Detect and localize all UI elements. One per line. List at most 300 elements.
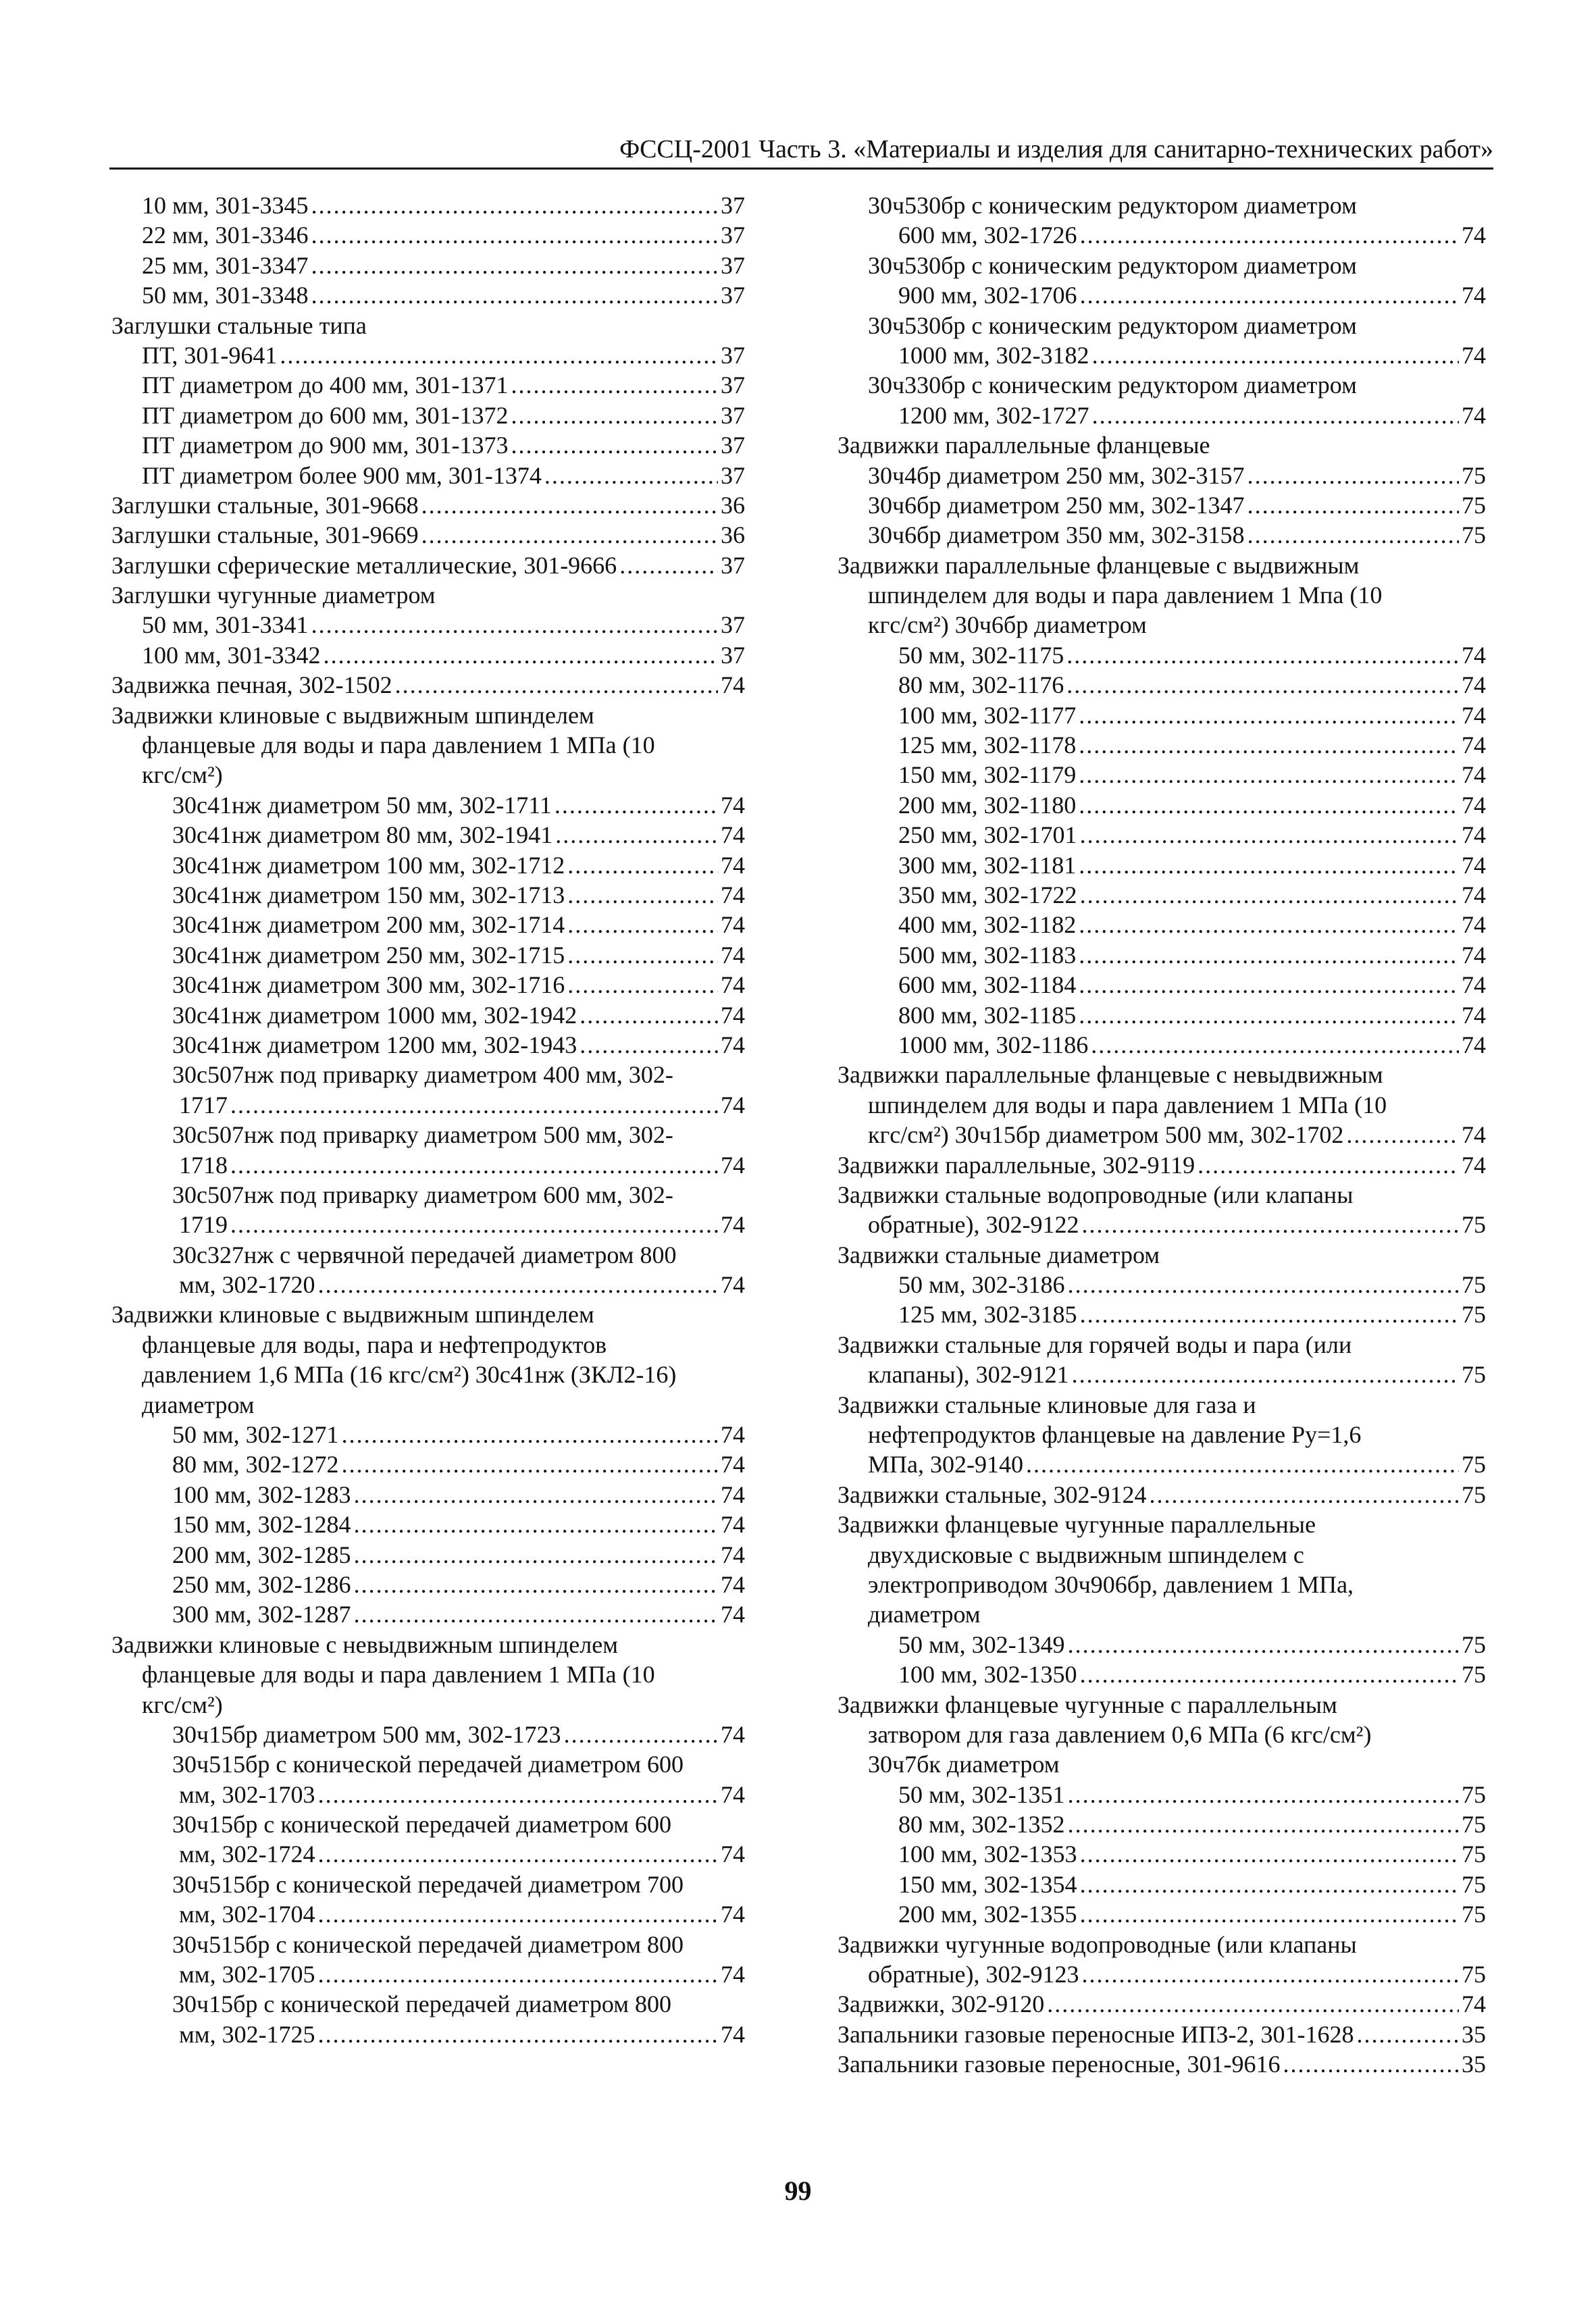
index-entry [111, 1420, 745, 1449]
index-entry [838, 340, 1486, 370]
dot-leader [1247, 490, 1459, 520]
index-entry-text: ПТ диаметром до 900 мм, 301-1373 [142, 432, 509, 459]
dot-leader [544, 461, 718, 490]
index-entry [838, 1330, 1486, 1360]
index-entry-text: 30с41нж диаметром 100 мм, 302-1712 [172, 851, 565, 879]
index-entry-text: Заглушки стальные типа [111, 311, 367, 339]
index-entry [111, 910, 745, 940]
index-entry-text: 50 мм, 302-1271 [172, 1421, 339, 1449]
index-entry-text: 30ч530бр с коническим редуктором диаметром [868, 311, 1357, 339]
index-entry-page: 74 [1462, 791, 1486, 819]
index-entry-page: 74 [1462, 1121, 1486, 1149]
index-entry [111, 1090, 745, 1120]
index-entry-page: 37 [721, 432, 745, 459]
dot-leader [354, 1510, 718, 1539]
index-entry-text: 100 мм, 302-1350 [898, 1661, 1077, 1689]
index-entry [111, 340, 745, 370]
index-entry-page: 37 [721, 401, 745, 429]
dot-leader [421, 490, 718, 520]
dot-leader [311, 610, 718, 640]
index-entry-text: 80 мм, 302-1272 [172, 1451, 339, 1479]
index-entry-page: 75 [1462, 1271, 1486, 1299]
dot-leader [567, 970, 718, 1000]
index-entry-text: кгс/см²) 30ч15бр диаметром 500 мм, 302-1702 [868, 1121, 1344, 1149]
index-entry-text: 30с41нж диаметром 250 мм, 302-1715 [172, 941, 565, 969]
index-entry-text: 30ч530бр с коническим редуктором диаметром [868, 192, 1357, 219]
index-entry-text: фланцевые для воды и пара давлением 1 МПа (10 [142, 731, 655, 759]
index-entry-text: 30ч515бр с конической передачей диаметром 700 [172, 1870, 684, 1898]
index-entry [111, 1480, 745, 1510]
index-entry-text: 150 мм, 302-1284 [172, 1511, 351, 1539]
index-entry-text: 30ч7бк диаметром [868, 1751, 1060, 1778]
index-entry-text: 30ч6бр диаметром 350 мм, 302-3158 [868, 521, 1245, 549]
index-entry-text: 600 мм, 302-1726 [898, 222, 1077, 249]
dot-leader [555, 790, 718, 820]
dot-leader [1066, 670, 1459, 700]
index-entry-page: 74 [1462, 1990, 1486, 2018]
index-entry-text: 1717 [179, 1091, 228, 1119]
index-entry [111, 1030, 745, 1060]
index-entry [838, 760, 1486, 790]
index-entry-text: 30ч4бр диаметром 250 мм, 302-3157 [868, 461, 1245, 489]
index-entry [838, 401, 1486, 430]
index-entry [111, 1330, 745, 1360]
index-entry-page: 74 [1462, 701, 1486, 729]
index-entry-page: 35 [1462, 2020, 1486, 2048]
index-entry-text: кгс/см²) [142, 761, 223, 789]
dot-leader [567, 850, 718, 880]
index-entry [838, 1720, 1486, 1749]
dot-leader [1068, 1809, 1459, 1839]
index-entry [111, 2020, 745, 2049]
index-entry [838, 190, 1486, 220]
index-entry-text: 250 мм, 302-1286 [172, 1570, 351, 1598]
index-entry-page: 75 [1462, 1961, 1486, 1988]
index-entry-text: Задвижки, 302-9120 [838, 1990, 1045, 2018]
index-entry [838, 1390, 1486, 1420]
index-entry-page: 74 [721, 821, 745, 849]
index-entry [838, 1180, 1486, 1210]
index-entry-text: Задвижки параллельные фланцевые с выдвижным [838, 551, 1360, 579]
dot-leader [230, 1210, 718, 1239]
dot-leader [354, 1599, 718, 1629]
index-entry-text: 80 мм, 302-1176 [898, 671, 1064, 699]
index-entry [838, 1000, 1486, 1030]
index-entry-text: обратные), 302-9123 [868, 1961, 1079, 1988]
index-entry [838, 1360, 1486, 1389]
index-entry-text: 1000 мм, 302-3182 [898, 341, 1089, 369]
index-entry-page: 74 [1462, 401, 1486, 429]
index-entry-text: 50 мм, 301-3348 [142, 282, 309, 309]
index-entry [111, 1749, 745, 1779]
dot-leader [311, 251, 718, 280]
page-header: ФССЦ-2001 Часть 3. «Материалы и изделия для санитарно-технических работ» [109, 132, 1493, 170]
index-entry [838, 820, 1486, 850]
dot-leader [311, 190, 718, 220]
index-entry-page: 35 [1462, 2051, 1486, 2078]
index-entry-page: 74 [721, 791, 745, 819]
index-entry [111, 311, 745, 340]
index-entry-text: Задвижки стальные диаметром [838, 1241, 1160, 1268]
index-entry [111, 700, 745, 730]
index-entry [838, 430, 1486, 460]
dot-leader [311, 280, 718, 310]
dot-leader [318, 2020, 718, 2049]
index-entry [838, 1780, 1486, 1809]
index-entry [838, 280, 1486, 310]
index-entry-page: 74 [721, 1001, 745, 1029]
index-entry-page: 74 [1462, 641, 1486, 669]
index-entry-text: давлением 1,6 МПа (16 кгс/см²) 30с41нж (ЗКЛ2-16) [142, 1361, 677, 1389]
dot-leader [342, 1449, 718, 1479]
index-entry-page: 74 [721, 911, 745, 939]
index-entry-page: 74 [1462, 671, 1486, 699]
dot-leader [342, 1420, 718, 1449]
index-entry [838, 1449, 1486, 1479]
index-entry-text: мм, 302-1704 [179, 1901, 315, 1928]
dot-leader [619, 550, 718, 580]
index-entry [111, 1959, 745, 1989]
index-entry-text: 30с41нж диаметром 1200 мм, 302-1943 [172, 1031, 577, 1058]
index-entry-text: Заглушки сферические металлические, 301-9666 [111, 551, 617, 579]
index-entry-text: 250 мм, 302-1701 [898, 821, 1077, 849]
index-entry-page: 74 [1462, 1151, 1486, 1179]
dot-leader [1091, 1030, 1459, 1060]
index-entry [111, 550, 745, 580]
index-entry [838, 520, 1486, 550]
index-entry-page: 37 [721, 611, 745, 639]
index-entry-text: 30ч515бр с конической передачей диаметром 800 [172, 1930, 684, 1958]
index-entry-text: клапаны), 302-9121 [868, 1361, 1069, 1389]
index-entry-page: 74 [721, 1541, 745, 1568]
index-entry-text: 200 мм, 302-1355 [898, 1901, 1077, 1928]
dot-leader [395, 670, 718, 700]
index-entry [838, 1749, 1486, 1779]
index-entry-text: Задвижки клиновые с выдвижным шпинделем [111, 701, 594, 729]
dot-leader [580, 1030, 718, 1060]
index-entry-page: 37 [721, 192, 745, 219]
index-entry [838, 1090, 1486, 1120]
dot-leader [567, 880, 718, 910]
index-entry [111, 1899, 745, 1929]
index-entry-text: 125 мм, 302-1178 [898, 731, 1077, 759]
index-entry-text: 10 мм, 301-3345 [142, 192, 309, 219]
index-entry [111, 280, 745, 310]
index-entry-text: Задвижка печная, 302-1502 [111, 671, 392, 699]
dot-leader [230, 1150, 718, 1180]
dot-leader [567, 910, 718, 940]
index-entry-page: 75 [1462, 1661, 1486, 1689]
index-entry-text: 30ч515бр с конической передачей диаметром 600 [172, 1751, 684, 1778]
index-entry-page: 74 [721, 1151, 745, 1179]
dot-leader [1079, 760, 1459, 790]
index-entry-text: 30ч15бр с конической передачей диаметром 600 [172, 1811, 672, 1839]
dot-leader [230, 1090, 718, 1120]
index-entry-text: 30с507нж под приварку диаметром 500 мм, 302- [172, 1121, 673, 1149]
dot-leader [311, 220, 718, 250]
dot-leader [354, 1480, 718, 1510]
index-entry-text: 30с41нж диаметром 150 мм, 302-1713 [172, 881, 565, 908]
dot-leader [354, 1570, 718, 1599]
index-entry [838, 2049, 1486, 2079]
index-entry [838, 1540, 1486, 1570]
index-entry [111, 970, 745, 1000]
dot-leader [1080, 820, 1459, 850]
index-entry-text: фланцевые для воды, пара и нефтепродуктов [142, 1331, 607, 1358]
index-entry [111, 1870, 745, 1899]
index-entry-page: 74 [1462, 282, 1486, 309]
dot-leader [1079, 850, 1459, 880]
index-entry-text: 200 мм, 302-1285 [172, 1541, 351, 1568]
dot-leader [1149, 1480, 1459, 1510]
index-entry-page: 75 [1462, 1481, 1486, 1508]
index-entry-text: затвором для газа давлением 0,6 МПа (6 кгс/см²) [868, 1720, 1372, 1748]
index-entry [838, 1060, 1486, 1089]
index-entry-page: 74 [1462, 881, 1486, 908]
index-entry [838, 1480, 1486, 1510]
index-entry-text: 30с507нж под приварку диаметром 600 мм, 302- [172, 1181, 673, 1208]
index-entry [838, 550, 1486, 580]
index-entry [111, 760, 745, 790]
dot-leader [1080, 1660, 1459, 1689]
dot-leader [1346, 1120, 1459, 1150]
index-entry [111, 880, 745, 910]
dot-leader [1079, 700, 1459, 730]
index-entry [111, 220, 745, 250]
index-entry [111, 1660, 745, 1689]
index-entry-text: 500 мм, 302-1183 [898, 941, 1077, 969]
dot-leader [1079, 1000, 1459, 1030]
index-entry-text: 30ч15бр диаметром 500 мм, 302-1723 [172, 1720, 561, 1748]
index-entry-text: нефтепродуктов фланцевые на давление Ру=1,6 [868, 1421, 1362, 1449]
index-entry-page: 74 [721, 1451, 745, 1479]
index-entry [838, 311, 1486, 340]
dot-leader [318, 1780, 718, 1809]
index-entry [838, 850, 1486, 880]
index-entry [111, 1240, 745, 1270]
index-entry [838, 610, 1486, 640]
index-entry [838, 1989, 1486, 2019]
index-entry [838, 700, 1486, 730]
index-entry [111, 1780, 745, 1809]
index-entry-text: 30с41нж диаметром 1000 мм, 302-1942 [172, 1001, 577, 1029]
dot-leader [555, 820, 718, 850]
dot-leader [1080, 1839, 1459, 1869]
index-entry [838, 1120, 1486, 1150]
index-entry-page: 74 [721, 1601, 745, 1628]
index-entry-page: 74 [721, 1720, 745, 1748]
index-entry-text: Задвижки стальные для горячей воды и пара (или [838, 1331, 1352, 1358]
index-entry-page: 75 [1462, 1361, 1486, 1389]
index-entry-text: Задвижки параллельные, 302-9119 [838, 1151, 1195, 1179]
index-entry [838, 1270, 1486, 1300]
index-entry-text: диаметром [142, 1391, 255, 1418]
index-entry [838, 220, 1486, 250]
index-column-right [838, 190, 1486, 2080]
dot-leader [1079, 730, 1459, 760]
index-entry-text: Запальники газовые переносные ИПЗ-2, 301-1628 [838, 2020, 1354, 2048]
index-entry-text: 125 мм, 302-3185 [898, 1301, 1077, 1329]
index-entry-text: 80 мм, 302-1352 [898, 1811, 1065, 1839]
index-entry-page: 74 [721, 1421, 745, 1449]
index-entry-text: мм, 302-1705 [179, 1961, 315, 1988]
dot-leader [1082, 1210, 1459, 1239]
index-entry-text: Задвижки фланцевые чугунные параллельные [838, 1511, 1316, 1539]
dot-leader [318, 1270, 718, 1300]
index-entry-page: 37 [721, 641, 745, 669]
index-entry-page: 75 [1462, 461, 1486, 489]
index-entry-text: 400 мм, 302-1182 [898, 911, 1077, 939]
index-entry [838, 2020, 1486, 2049]
index-entry [111, 790, 745, 820]
index-entry [838, 970, 1486, 1000]
index-entry-text: Заглушки стальные, 301-9668 [111, 491, 419, 519]
index-entry [111, 1720, 745, 1749]
index-entry [838, 1660, 1486, 1689]
index-entry [111, 1570, 745, 1599]
dot-leader [1092, 401, 1459, 430]
index-entry [838, 940, 1486, 970]
index-entry-text: мм, 302-1725 [179, 2020, 315, 2048]
dot-leader [1047, 1989, 1459, 2019]
index-entry-page: 75 [1462, 1780, 1486, 1808]
index-entry-page: 74 [721, 1271, 745, 1299]
index-column-left [111, 190, 745, 2049]
index-entry-page: 74 [1462, 1031, 1486, 1058]
index-entry-page: 74 [721, 1841, 745, 1868]
index-entry-page: 74 [721, 1211, 745, 1239]
index-entry [111, 640, 745, 670]
index-entry [111, 1839, 745, 1869]
index-entry [111, 430, 745, 460]
index-entry-page: 74 [1462, 911, 1486, 939]
index-entry-text: 50 мм, 302-1175 [898, 641, 1064, 669]
index-entry-page: 75 [1462, 1451, 1486, 1479]
index-entry [111, 1360, 745, 1389]
index-entry-text: Задвижки чугунные водопроводные (или клапаны [838, 1930, 1357, 1958]
index-entry-text: ПТ диаметром до 600 мм, 301-1372 [142, 401, 509, 429]
index-entry [111, 580, 745, 610]
index-entry [838, 1930, 1486, 1959]
index-entry-page: 37 [721, 251, 745, 279]
index-entry [838, 1690, 1486, 1720]
index-entry-text: 100 мм, 301-3342 [142, 641, 321, 669]
index-entry [111, 1809, 745, 1839]
index-entry-text: ПТ диаметром более 900 мм, 301-1374 [142, 461, 542, 489]
index-entry [838, 730, 1486, 760]
index-entry-text: фланцевые для воды и пара давлением 1 МПа (10 [142, 1661, 655, 1689]
index-entry-text: 900 мм, 302-1706 [898, 282, 1077, 309]
index-entry-text: Задвижки стальные клиновые для газа и [838, 1391, 1256, 1418]
index-entry [838, 880, 1486, 910]
index-entry-page: 74 [1462, 731, 1486, 759]
index-entry-page: 74 [1462, 971, 1486, 999]
index-entry [111, 1060, 745, 1089]
index-entry-page: 74 [1462, 821, 1486, 849]
index-entry-text: МПа, 302-9140 [868, 1451, 1023, 1479]
index-entry-text: Заглушки стальные, 301-9669 [111, 521, 419, 549]
index-entry-page: 37 [721, 371, 745, 399]
index-entry-text: 30с327нж с червячной передачей диаметром 800 [172, 1241, 677, 1268]
dot-leader [511, 430, 718, 460]
index-entry-text: 100 мм, 302-1353 [898, 1841, 1077, 1868]
index-entry-text: 25 мм, 301-3347 [142, 251, 309, 279]
index-entry-text: Задвижки фланцевые чугунные с параллельным [838, 1691, 1337, 1718]
index-entry-text: 150 мм, 302-1354 [898, 1870, 1077, 1898]
index-entry [838, 1510, 1486, 1539]
index-entry [838, 1570, 1486, 1599]
index-entry [838, 1839, 1486, 1869]
index-entry-page: 74 [721, 1961, 745, 1988]
index-entry [838, 1870, 1486, 1899]
index-entry [111, 670, 745, 700]
index-entry [111, 190, 745, 220]
index-entry-page: 74 [1462, 761, 1486, 789]
dot-leader [1198, 1150, 1459, 1180]
index-entry-text: 30с41нж диаметром 300 мм, 302-1716 [172, 971, 565, 999]
index-entry-text: 150 мм, 302-1179 [898, 761, 1077, 789]
index-entry [838, 1599, 1486, 1629]
dot-leader [1068, 1780, 1459, 1809]
index-entry-text: ПТ диаметром до 400 мм, 301-1371 [142, 371, 509, 399]
index-entry-page: 74 [1462, 941, 1486, 969]
index-entry-text: 100 мм, 302-1283 [172, 1481, 351, 1508]
index-entry [111, 490, 745, 520]
dot-leader [567, 940, 718, 970]
index-entry [111, 1000, 745, 1030]
index-entry [111, 1599, 745, 1629]
index-entry-text: Запальники газовые переносные, 301-9616 [838, 2051, 1281, 2078]
index-entry-page: 74 [1462, 341, 1486, 369]
index-entry-text: Задвижки клиновые с невыдвижным шпинделем [111, 1630, 619, 1658]
index-entry-text: 100 мм, 302-1177 [898, 701, 1077, 729]
index-entry-page: 37 [721, 551, 745, 579]
index-entry [111, 520, 745, 550]
index-entry-page: 74 [721, 1901, 745, 1928]
index-entry-text: Заглушки чугунные диаметром [111, 582, 436, 609]
dot-leader [1247, 461, 1459, 490]
index-entry-text: 800 мм, 302-1185 [898, 1001, 1077, 1029]
index-entry-text: кгс/см²) 30ч6бр диаметром [868, 611, 1147, 639]
index-entry [111, 1390, 745, 1420]
index-entry-text: Задвижки стальные, 302-9124 [838, 1481, 1147, 1508]
index-entry-page: 37 [721, 282, 745, 309]
index-entry-text: кгс/см²) [142, 1691, 223, 1718]
index-entry [838, 640, 1486, 670]
index-entry-text: 50 мм, 302-3186 [898, 1271, 1065, 1299]
index-entry [111, 850, 745, 880]
index-entry [838, 670, 1486, 700]
index-entry-text: 1719 [179, 1211, 228, 1239]
index-entry-text: 1200 мм, 302-1727 [898, 401, 1089, 429]
index-entry [838, 1030, 1486, 1060]
index-entry [111, 1449, 745, 1479]
dot-leader [1068, 1270, 1459, 1300]
index-entry [111, 1300, 745, 1329]
dot-leader [580, 1000, 718, 1030]
index-entry-text: 50 мм, 301-3341 [142, 611, 309, 639]
index-entry-page: 75 [1462, 1211, 1486, 1239]
dot-leader [1080, 220, 1459, 250]
dot-leader [318, 1899, 718, 1929]
index-entry [111, 401, 745, 430]
dot-leader [1068, 1630, 1459, 1660]
index-entry [838, 1420, 1486, 1449]
dot-leader [1092, 340, 1459, 370]
index-entry-text: 30с41нж диаметром 50 мм, 302-1711 [172, 791, 552, 819]
dot-leader [1080, 1870, 1459, 1899]
index-entry [838, 1959, 1486, 1989]
